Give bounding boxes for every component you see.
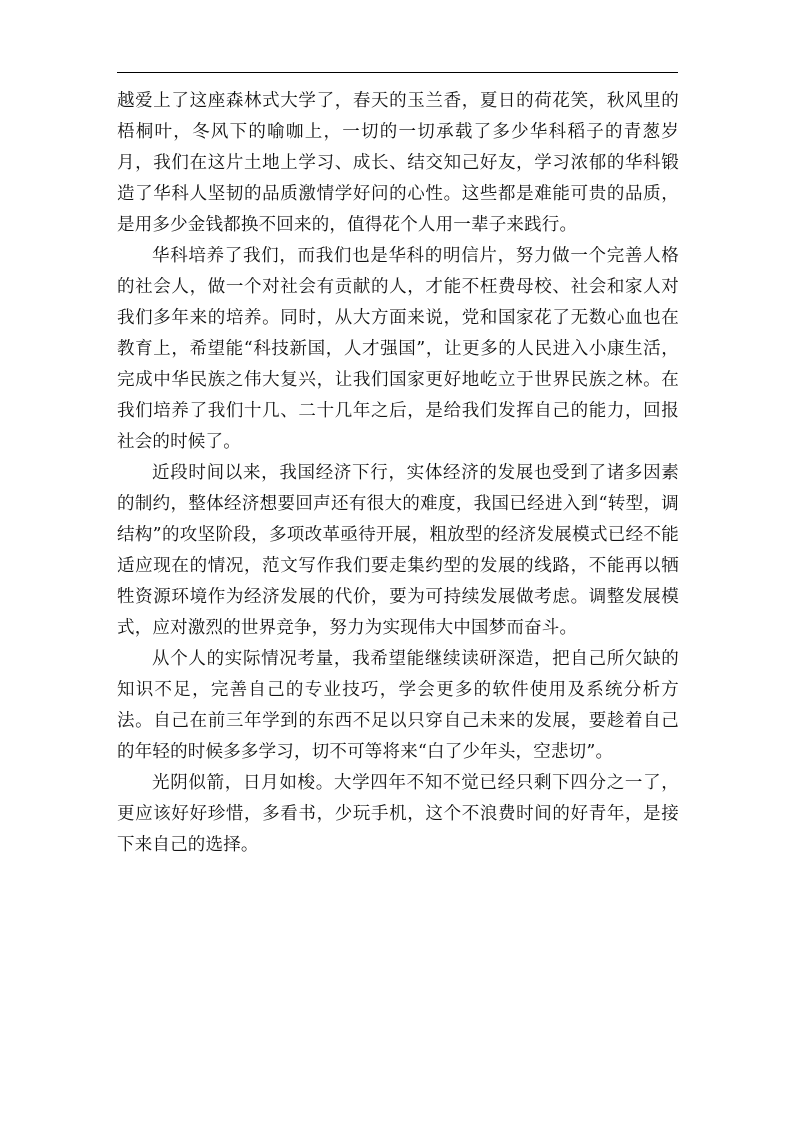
paragraph-2: 华科培养了我们，而我们也是华科的明信片，努力做一个完善人格的社会人，做一个对社会有贡献的人，才能不枉费母校、社会和家人对我们多年来的培养。同时，从大方面来说，党和国家花了无数心血也在教育上，希望能“科技新国，人才强国”，让更多的人民进入小康生活，完成中华民族之伟大复兴，让我们国家更好地屹立于世界民族之林。在我们培养了我们十几、二十几年之后，是给我们发挥自己的能力，回报社会的时候了。 <box>117 246 679 452</box>
paragraph-3: 近段时间以来，我国经济下行，实体经济的发展也受到了诸多因素的制约，整体经济想要回声还有很大的难度，我国已经进入到“转型，调结构”的攻坚阶段，多项改革亟待开展，粗放型的经济发展模式已经不能适应现在的情况，范文写作我们要走集约型的发展的线路，不能再以牺牲资源环境作为经济发展的代价，要为可持续发展做考虑。调整发展模式，应对激烈的世界竞争，努力为实现伟大中国梦而奋斗。 <box>117 463 679 638</box>
document-body <box>117 86 679 861</box>
paragraph-5: 光阴似箭，日月如梭。大学四年不知不觉已经只剩下四分之一了，更应该好好珍惜，多看书，少玩手机，这个不浪费时间的好青年，是接下来自己的选择。 <box>117 773 679 855</box>
header-rule <box>117 72 678 73</box>
paragraph-1: 越爱上了这座森林式大学了，春天的玉兰香，夏日的荷花笑，秋风里的梧桐叶，冬风下的喻咖上，一切的一切承载了多少华科稻子的青葱岁月，我们在这片土地上学习、成长、结交知己好友，学习浓郁的华科锻造了华科人坚韧的品质激情学好问的心性。这些都是难能可贵的品质，是用多少金钱都换不回来的，值得花个人用一辈子来践行。 <box>117 91 679 235</box>
paragraph-4: 从个人的实际情况考量，我希望能继续读研深造，把自己所欠缺的知识不足，完善自己的专业技巧，学会更多的软件使用及系统分析方法。自己在前三年学到的东西不足以只穿自己未来的发展，要趁着自己的年轻的时候多多学习，切不可等将来“白了少年头，空悲切”。 <box>117 649 679 762</box>
